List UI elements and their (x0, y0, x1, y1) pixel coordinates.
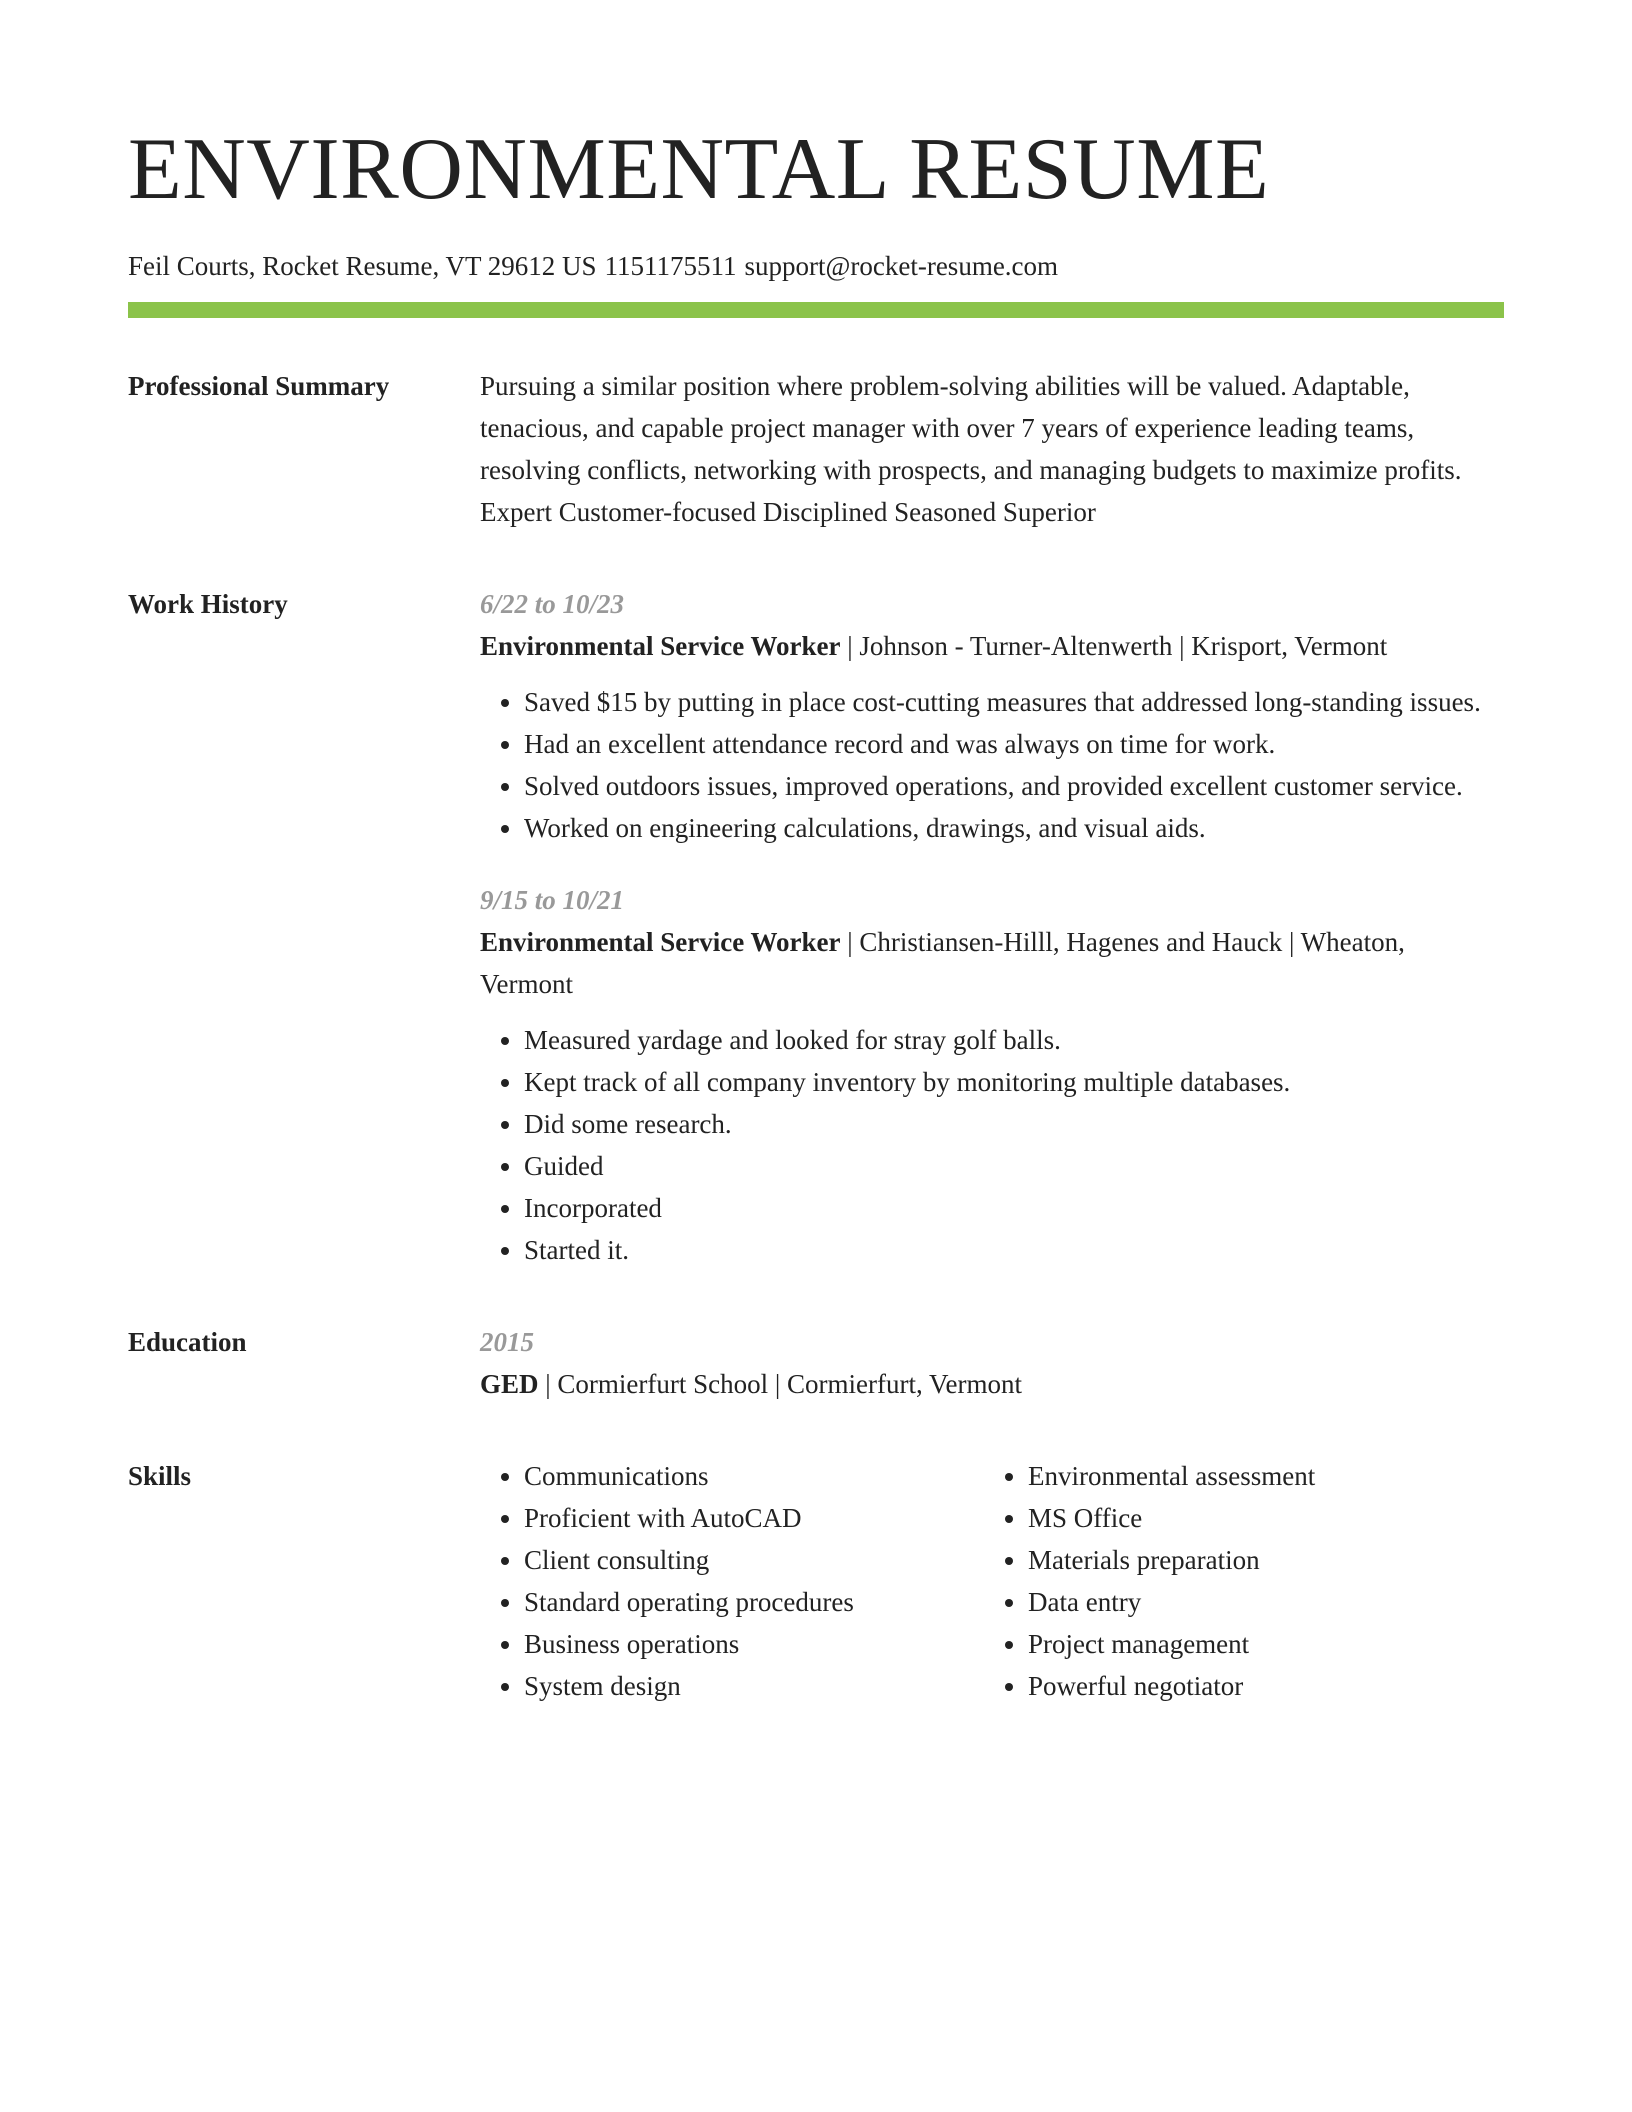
list-item: • Project management (1028, 1623, 1488, 1665)
list-item: • Guided (524, 1145, 1504, 1187)
job-bullets (480, 1019, 1504, 1271)
contact-phone: 1151175511 (604, 251, 737, 281)
job-dates: 9/15 to 10/21 (480, 885, 625, 915)
skills-list-left (480, 1455, 984, 1707)
section-title: Professional Summary (128, 371, 390, 401)
job-position: Environmental Service Worker (480, 927, 841, 957)
list-item: • Kept track of all company inventory by monitoring multiple databases. (524, 1061, 1504, 1103)
contact-email: support@rocket-resume.com (744, 251, 1059, 281)
education-body (480, 1321, 1504, 1405)
education-heading (480, 1363, 1504, 1405)
list-item: • Environmental assessment (1028, 1455, 1488, 1497)
list-item: • Standard operating procedures (524, 1581, 984, 1623)
list-item: • Worked on engineering calculations, drawings, and visual aids. (524, 807, 1504, 849)
education-year: 2015 (480, 1327, 534, 1357)
list-item: • Client consulting (524, 1539, 984, 1581)
section-title: Work History (128, 589, 288, 619)
education-section (128, 1321, 1504, 1405)
list-item: • Solved outdoors issues, improved operations, and provided excellent customer service. (524, 765, 1504, 807)
job-details: | Christiansen-Hilll, Hagenes and Hauck | Wheaton, Vermont (480, 927, 1405, 999)
section-title: Skills (128, 1461, 192, 1491)
work-history-section (128, 583, 1504, 1271)
job-entry (480, 879, 1504, 1271)
list-item: • Did some research. (524, 1103, 1504, 1145)
list-item: • MS Office (1028, 1497, 1488, 1539)
job-bullets (480, 681, 1504, 849)
job-heading (480, 625, 1504, 667)
list-item: • Had an excellent attendance record and was always on time for work. (524, 723, 1504, 765)
list-item: • System design (524, 1665, 984, 1707)
job-entry (480, 583, 1504, 849)
summary-text: Pursuing a similar position where problem-solving abilities will be valued. Adaptable, tenacious, and capable project manager with over 7 years of experience leading teams, resolving conflicts, networking with prospects, and managing budgets to maximize profits. Expert Customer-focused Disciplined Seasoned Superior (480, 371, 1462, 527)
skills-body (480, 1455, 1504, 1707)
list-item: • Started it. (524, 1229, 1504, 1271)
work-history-body (480, 583, 1504, 1271)
job-heading (480, 921, 1504, 1005)
contact-address: Feil Courts, Rocket Resume, VT 29612 US (128, 251, 597, 281)
education-degree: GED (480, 1369, 539, 1399)
list-item: • Materials preparation (1028, 1539, 1488, 1581)
job-position: Environmental Service Worker (480, 631, 841, 661)
contact-line (128, 248, 1504, 284)
list-item: • Measured yardage and looked for stray golf balls. (524, 1019, 1504, 1061)
list-item: • Powerful negotiator (1028, 1665, 1488, 1707)
header-divider (128, 302, 1504, 318)
skills-list-right (984, 1455, 1488, 1707)
list-item: • Communications (524, 1455, 984, 1497)
summary-section (128, 365, 1504, 533)
list-item: • Saved $15 by putting in place cost-cutting measures that addressed long-standing issues. (524, 681, 1504, 723)
list-item: • Incorporated (524, 1187, 1504, 1229)
list-item: • Data entry (1028, 1581, 1488, 1623)
list-item: • Proficient with AutoCAD (524, 1497, 984, 1539)
skills-section (128, 1455, 1504, 1707)
job-dates: 6/22 to 10/23 (480, 589, 625, 619)
section-title: Education (128, 1327, 247, 1357)
list-item: • Business operations (524, 1623, 984, 1665)
education-details: | Cormierfurt School | Cormierfurt, Vermont (538, 1369, 1022, 1399)
resume-name: ENVIRONMENTAL RESUME (128, 121, 1270, 218)
job-details: | Johnson - Turner-Altenwerth | Krisport, Vermont (840, 631, 1388, 661)
